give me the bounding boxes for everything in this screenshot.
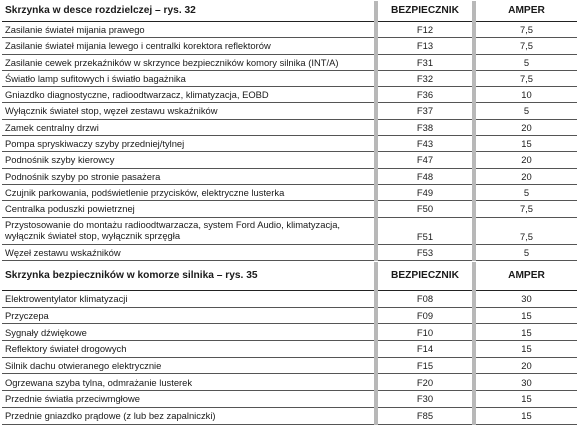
row-fuse: F37 xyxy=(376,103,474,119)
table-row xyxy=(2,22,577,38)
table-row xyxy=(2,184,577,200)
row-amperage: 5 xyxy=(474,184,577,200)
table-row xyxy=(2,291,577,308)
row-amperage: 15 xyxy=(474,324,577,341)
row-amperage: 10 xyxy=(474,87,577,103)
table-row xyxy=(2,374,577,391)
row-description: Silnik dachu otwieranego elektrycznie xyxy=(2,357,376,374)
row-fuse: F14 xyxy=(376,341,474,358)
column-header-fuse: BEZPIECZNIK xyxy=(376,262,474,291)
row-description: Przednie światła przeciwmgłowe xyxy=(2,391,376,408)
row-amperage: 7,5 xyxy=(474,70,577,86)
row-amperage: 15 xyxy=(474,341,577,358)
row-amperage: 30 xyxy=(474,374,577,391)
row-amperage: 15 xyxy=(474,307,577,324)
row-description: Gniazdko diagnostyczne, radioodtwarzacz, klimatyzacja, EOBD xyxy=(2,87,376,103)
row-description: Centralka poduszki powietrznej xyxy=(2,201,376,217)
row-fuse: F32 xyxy=(376,70,474,86)
row-amperage: 15 xyxy=(474,407,577,424)
row-fuse: F51 xyxy=(376,217,474,244)
row-amperage: 7,5 xyxy=(474,22,577,38)
table-row xyxy=(2,217,577,244)
row-description: Podnośnik szyby kierowcy xyxy=(2,152,376,168)
row-description: Ogrzewana szyba tylna, odmrażanie lusterek xyxy=(2,374,376,391)
table-row xyxy=(2,38,577,54)
table-row xyxy=(2,152,577,168)
table-row xyxy=(2,357,577,374)
row-fuse: F43 xyxy=(376,136,474,152)
row-description: Zasilanie świateł mijania prawego xyxy=(2,22,376,38)
fuse-table-dashboard xyxy=(2,1,577,261)
row-description: Reflektory świateł drogowych xyxy=(2,341,376,358)
table-row xyxy=(2,324,577,341)
fuse-table-engine xyxy=(2,262,577,425)
row-amperage: 5 xyxy=(474,103,577,119)
row-fuse: F09 xyxy=(376,307,474,324)
table-row xyxy=(2,54,577,70)
table-row xyxy=(2,168,577,184)
table-row xyxy=(2,201,577,217)
table-row xyxy=(2,103,577,119)
row-description: Przystosowanie do montażu radioodtwarzacza, system Ford Audio, klimatyzacja, wyłącznik świateł stop, wyłącznik sprzęgła xyxy=(2,217,376,244)
table-row xyxy=(2,341,577,358)
row-description: Węzeł zestawu wskaźników xyxy=(2,244,376,260)
column-header-amp: AMPER xyxy=(474,262,577,291)
row-fuse: F10 xyxy=(376,324,474,341)
row-amperage: 20 xyxy=(474,152,577,168)
row-amperage: 5 xyxy=(474,244,577,260)
row-fuse: F85 xyxy=(376,407,474,424)
row-description: Wyłącznik świateł stop, węzeł zestawu wskaźników xyxy=(2,103,376,119)
row-fuse: F13 xyxy=(376,38,474,54)
row-description: Elektrowentylator klimatyzacji xyxy=(2,291,376,308)
column-header-fuse: BEZPIECZNIK xyxy=(376,1,474,22)
table-header-row xyxy=(2,262,577,291)
row-fuse: F31 xyxy=(376,54,474,70)
table-row xyxy=(2,391,577,408)
row-fuse: F50 xyxy=(376,201,474,217)
row-amperage: 15 xyxy=(474,136,577,152)
row-description: Pompa spryskiwaczy szyby przedniej/tylnej xyxy=(2,136,376,152)
table-row xyxy=(2,136,577,152)
row-amperage: 5 xyxy=(474,54,577,70)
row-amperage: 20 xyxy=(474,168,577,184)
row-description: Czujnik parkowania, podświetlenie przycisków, elektryczne lusterka xyxy=(2,184,376,200)
row-amperage: 7,5 xyxy=(474,201,577,217)
row-fuse: F08 xyxy=(376,291,474,308)
row-amperage: 30 xyxy=(474,291,577,308)
row-description: Podnośnik szyby po stronie pasażera xyxy=(2,168,376,184)
row-description: Sygnały dźwiękowe xyxy=(2,324,376,341)
row-description: Przednie gniazdko prądowe (z lub bez zapalniczki) xyxy=(2,407,376,424)
row-description: Zasilanie cewek przekaźników w skrzynce bezpieczników komory silnika (INT/A) xyxy=(2,54,376,70)
row-fuse: F48 xyxy=(376,168,474,184)
row-fuse: F30 xyxy=(376,391,474,408)
table-row xyxy=(2,244,577,260)
section-title: Skrzynka w desce rozdzielczej – rys. 32 xyxy=(2,1,376,22)
section-title: Skrzynka bezpieczników w komorze silnika – rys. 35 xyxy=(2,262,376,291)
row-fuse: F49 xyxy=(376,184,474,200)
row-description: Zasilanie świateł mijania lewego i centralki korektora reflektorów xyxy=(2,38,376,54)
row-fuse: F36 xyxy=(376,87,474,103)
row-fuse: F15 xyxy=(376,357,474,374)
table-row xyxy=(2,70,577,86)
column-header-amp: AMPER xyxy=(474,1,577,22)
row-fuse: F47 xyxy=(376,152,474,168)
table-header-row xyxy=(2,1,577,22)
row-amperage: 7,5 xyxy=(474,38,577,54)
table-row xyxy=(2,87,577,103)
row-fuse: F53 xyxy=(376,244,474,260)
table-row xyxy=(2,407,577,424)
row-amperage: 20 xyxy=(474,357,577,374)
row-fuse: F38 xyxy=(376,119,474,135)
row-description: Światło lamp sufitowych i światło bagażnika xyxy=(2,70,376,86)
row-amperage: 20 xyxy=(474,119,577,135)
row-fuse: F12 xyxy=(376,22,474,38)
table-row xyxy=(2,119,577,135)
row-amperage: 15 xyxy=(474,391,577,408)
row-description: Przyczepa xyxy=(2,307,376,324)
row-fuse: F20 xyxy=(376,374,474,391)
row-description: Zamek centralny drzwi xyxy=(2,119,376,135)
table-row xyxy=(2,307,577,324)
row-amperage: 7,5 xyxy=(474,217,577,244)
